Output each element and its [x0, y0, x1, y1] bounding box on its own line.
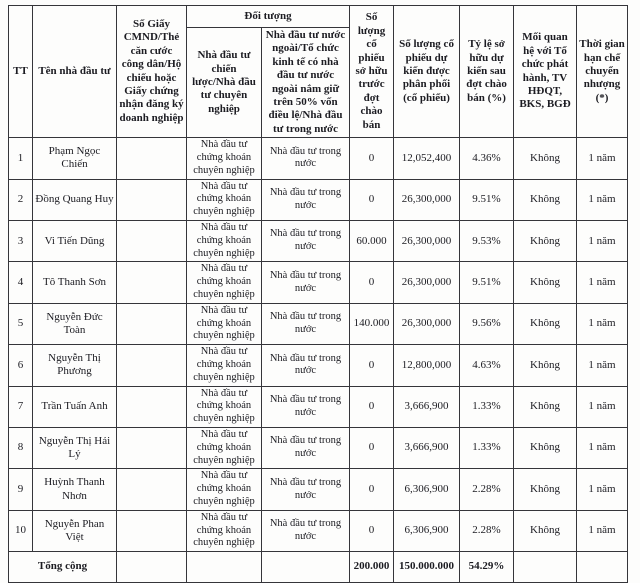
shares-allocated: 26,300,000 [394, 221, 460, 262]
relationship: Không [514, 262, 577, 303]
total-relationship [514, 552, 577, 583]
investor-name: Phạm Ngọc Chiến [33, 138, 117, 179]
id-document [117, 262, 187, 303]
row-number: 4 [9, 262, 33, 303]
table-row [9, 262, 628, 303]
restriction-period: 1 năm [577, 469, 628, 510]
total-ownership-ratio: 54.29% [460, 552, 514, 583]
total-shares-before: 200.000 [350, 552, 394, 583]
id-document [117, 138, 187, 179]
shares-before: 0 [350, 345, 394, 386]
shares-before: 0 [350, 262, 394, 303]
total-type-professional [187, 552, 262, 583]
ownership-ratio: 9.51% [460, 262, 514, 303]
investor-type-professional: Nhà đầu tư chứng khoán chuyên nghiệp [187, 386, 262, 427]
id-document [117, 427, 187, 468]
investor-type-domestic: Nhà đầu tư trong nước [262, 427, 350, 468]
table-row [9, 345, 628, 386]
shares-before: 0 [350, 469, 394, 510]
investor-type-professional: Nhà đầu tư chứng khoán chuyên nghiệp [187, 427, 262, 468]
investor-type-domestic: Nhà đầu tư trong nước [262, 262, 350, 303]
header-ownership-after: Tỷ lệ sở hữu dự kiến sau đợt chào bán (%) [460, 6, 514, 138]
shares-before: 60.000 [350, 221, 394, 262]
shares-before: 0 [350, 179, 394, 220]
header-doi-tuong: Đối tượng [187, 6, 350, 28]
table-row [9, 221, 628, 262]
investor-type-domestic: Nhà đầu tư trong nước [262, 469, 350, 510]
investor-type-professional: Nhà đầu tư chứng khoán chuyên nghiệp [187, 138, 262, 179]
restriction-period: 1 năm [577, 510, 628, 551]
total-restriction [577, 552, 628, 583]
ownership-ratio: 1.33% [460, 427, 514, 468]
relationship: Không [514, 345, 577, 386]
ownership-ratio: 9.53% [460, 221, 514, 262]
shares-allocated: 12,800,000 [394, 345, 460, 386]
investor-name: Tô Thanh Sơn [33, 262, 117, 303]
total-id-document [117, 552, 187, 583]
header-investor-type-professional: Nhà đầu tư chiến lược/Nhà đầu tư chuyên nghiệp [187, 28, 262, 138]
investor-name: Đồng Quang Huy [33, 179, 117, 220]
investor-name: Trần Tuấn Anh [33, 386, 117, 427]
row-number: 8 [9, 427, 33, 468]
total-label: Tổng cộng [9, 552, 117, 583]
investor-type-domestic: Nhà đầu tư trong nước [262, 179, 350, 220]
row-number: 9 [9, 469, 33, 510]
table-row [9, 469, 628, 510]
restriction-period: 1 năm [577, 221, 628, 262]
shares-before: 0 [350, 138, 394, 179]
id-document [117, 303, 187, 344]
investor-name: Nguyễn Thị Hải Lý [33, 427, 117, 468]
header-investor-type-domestic: Nhà đầu tư nước ngoài/Tổ chức kinh tế có nhà đầu tư nước ngoài nắm giữ trên 50% vốn điều lệ/Nhà đầu tư trong nước [262, 28, 350, 138]
restriction-period: 1 năm [577, 427, 628, 468]
total-shares-allocated: 150.000.000 [394, 552, 460, 583]
row-number: 1 [9, 138, 33, 179]
investor-type-domestic: Nhà đầu tư trong nước [262, 303, 350, 344]
shares-allocated: 12,052,400 [394, 138, 460, 179]
restriction-period: 1 năm [577, 386, 628, 427]
investor-type-professional: Nhà đầu tư chứng khoán chuyên nghiệp [187, 262, 262, 303]
table-body [9, 138, 628, 552]
header-relationship: Mối quan hệ với Tổ chức phát hành, TV HĐQT, BKS, BGĐ [514, 6, 577, 138]
header-id-document: Số Giấy CMND/Thẻ căn cước công dân/Hộ chiếu hoặc Giấy chứng nhận đăng ký doanh nghiệp [117, 6, 187, 138]
header-investor-name: Tên nhà đầu tư [33, 6, 117, 138]
row-number: 7 [9, 386, 33, 427]
shares-before: 0 [350, 510, 394, 551]
ownership-ratio: 9.51% [460, 179, 514, 220]
restriction-period: 1 năm [577, 138, 628, 179]
shares-allocated: 3,666,900 [394, 427, 460, 468]
shares-before: 0 [350, 386, 394, 427]
relationship: Không [514, 510, 577, 551]
total-type-domestic [262, 552, 350, 583]
row-number: 6 [9, 345, 33, 386]
id-document [117, 221, 187, 262]
row-number: 2 [9, 179, 33, 220]
investor-type-domestic: Nhà đầu tư trong nước [262, 221, 350, 262]
share-allocation-table [8, 5, 628, 583]
relationship: Không [514, 469, 577, 510]
shares-before: 0 [350, 427, 394, 468]
ownership-ratio: 2.28% [460, 469, 514, 510]
id-document [117, 179, 187, 220]
restriction-period: 1 năm [577, 179, 628, 220]
table-row [9, 179, 628, 220]
relationship: Không [514, 303, 577, 344]
header-transfer-restriction: Thời gian hạn chế chuyển nhượng (*) [577, 6, 628, 138]
relationship: Không [514, 138, 577, 179]
investor-type-domestic: Nhà đầu tư trong nước [262, 345, 350, 386]
restriction-period: 1 năm [577, 262, 628, 303]
investor-type-domestic: Nhà đầu tư trong nước [262, 386, 350, 427]
investor-name: Nguyễn Thị Phương [33, 345, 117, 386]
ownership-ratio: 1.33% [460, 386, 514, 427]
restriction-period: 1 năm [577, 303, 628, 344]
ownership-ratio: 2.28% [460, 510, 514, 551]
shares-allocated: 26,300,000 [394, 179, 460, 220]
investor-name: Huỳnh Thanh Nhơn [33, 469, 117, 510]
ownership-ratio: 9.56% [460, 303, 514, 344]
id-document [117, 345, 187, 386]
id-document [117, 510, 187, 551]
investor-name: Vi Tiến Dũng [33, 221, 117, 262]
total-row [9, 552, 628, 583]
id-document [117, 469, 187, 510]
shares-allocated: 26,300,000 [394, 262, 460, 303]
investor-type-domestic: Nhà đầu tư trong nước [262, 138, 350, 179]
ownership-ratio: 4.63% [460, 345, 514, 386]
investor-type-professional: Nhà đầu tư chứng khoán chuyên nghiệp [187, 179, 262, 220]
table-row [9, 386, 628, 427]
header-tt: TT [9, 6, 33, 138]
relationship: Không [514, 221, 577, 262]
header-shares-allocated: Số lượng cổ phiếu dự kiến được phân phối (cổ phiếu) [394, 6, 460, 138]
investor-type-domestic: Nhà đầu tư trong nước [262, 510, 350, 551]
shares-allocated: 6,306,900 [394, 469, 460, 510]
row-number: 10 [9, 510, 33, 551]
investor-type-professional: Nhà đầu tư chứng khoán chuyên nghiệp [187, 303, 262, 344]
row-number: 5 [9, 303, 33, 344]
table-row [9, 303, 628, 344]
investor-type-professional: Nhà đầu tư chứng khoán chuyên nghiệp [187, 510, 262, 551]
header-shares-before: Số lượng cổ phiếu sở hữu trước đợt chào bán [350, 6, 394, 138]
shares-before: 140.000 [350, 303, 394, 344]
row-number: 3 [9, 221, 33, 262]
investor-name: Nguyễn Phan Việt [33, 510, 117, 551]
table-footer [9, 552, 628, 583]
relationship: Không [514, 179, 577, 220]
restriction-period: 1 năm [577, 345, 628, 386]
table-row [9, 427, 628, 468]
investor-type-professional: Nhà đầu tư chứng khoán chuyên nghiệp [187, 221, 262, 262]
table-header [9, 6, 628, 138]
ownership-ratio: 4.36% [460, 138, 514, 179]
shares-allocated: 3,666,900 [394, 386, 460, 427]
relationship: Không [514, 427, 577, 468]
relationship: Không [514, 386, 577, 427]
investor-type-professional: Nhà đầu tư chứng khoán chuyên nghiệp [187, 469, 262, 510]
id-document [117, 386, 187, 427]
table-row [9, 510, 628, 551]
shares-allocated: 26,300,000 [394, 303, 460, 344]
shares-allocated: 6,306,900 [394, 510, 460, 551]
investor-type-professional: Nhà đầu tư chứng khoán chuyên nghiệp [187, 345, 262, 386]
table-row [9, 138, 628, 179]
investor-name: Nguyễn Đức Toàn [33, 303, 117, 344]
